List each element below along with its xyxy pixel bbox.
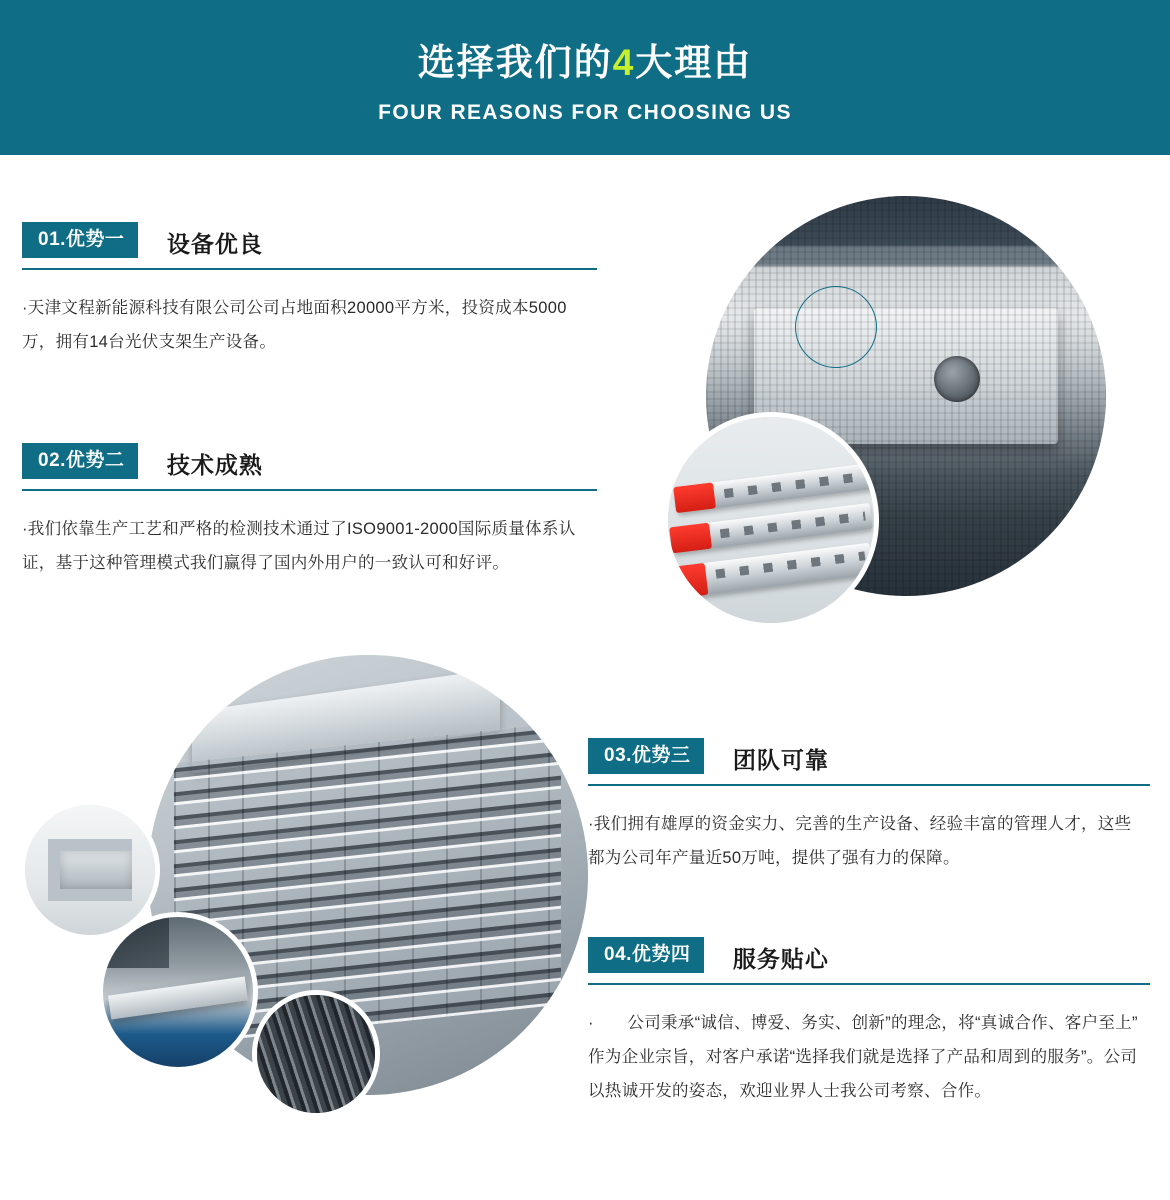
section-4-tag: 04.优势四	[588, 937, 704, 973]
c-shape	[48, 839, 131, 901]
page-title-prefix: 选择我们的	[417, 42, 613, 83]
machine-workpiece	[108, 977, 248, 1020]
rail-red-tip	[665, 563, 709, 600]
section-4-rule	[588, 983, 1150, 985]
production-machine-image	[103, 917, 253, 1067]
rail-holes	[715, 551, 865, 578]
section-1-title: 设备优良	[166, 231, 263, 257]
section-4-head	[588, 937, 1156, 977]
machine-shadow	[103, 917, 169, 968]
section-1-body: ·天津文程新能源科技有限公司公司占地面积20000平方米，投资成本5000万，拥有14台光伏支架生产设备。	[22, 299, 567, 351]
section-2-body: ·我们依靠生产工艺和严格的检测技术通过了ISO9001-2000国际质量体系认证，基于这种管理模式我们赢得了国内外用户的一致认可和好评。	[22, 520, 576, 572]
rail-holes	[720, 512, 866, 539]
section-1-head	[22, 222, 597, 262]
section-advantage-3	[588, 738, 1156, 876]
red-tip-rails-photo	[663, 412, 879, 628]
red-tip-rails-image	[668, 417, 874, 623]
page-title-highlight: 4	[612, 42, 636, 83]
section-advantage-4	[588, 937, 1156, 1108]
decorative-ring	[795, 286, 877, 368]
rail-red-tip	[669, 523, 712, 554]
rail-red-tip	[673, 482, 716, 513]
section-2-tag: 02.优势二	[22, 443, 138, 479]
section-1-tag: 01.优势一	[22, 222, 138, 258]
page-title-suffix: 大理由	[635, 42, 753, 83]
section-3-rule	[588, 784, 1150, 786]
section-4-title: 服务贴心	[732, 946, 829, 972]
c-profile-image	[25, 805, 155, 935]
section-advantage-1	[22, 222, 597, 360]
production-machine-photo	[98, 912, 258, 1072]
section-3-title: 团队可靠	[732, 747, 829, 773]
coil-material-photo	[252, 990, 380, 1118]
page-title	[0, 42, 1170, 85]
section-3-tag: 03.优势三	[588, 738, 704, 774]
section-1-rule	[22, 268, 597, 270]
coil-material-image	[257, 995, 375, 1113]
page-header	[0, 0, 1170, 155]
section-3-body: ·我们拥有雄厚的资金实力、完善的生产设备、经验丰富的管理人才，这些都为公司年产量近50万吨，提供了强有力的保障。	[588, 815, 1132, 867]
section-advantage-2	[22, 443, 597, 581]
section-2-rule	[22, 489, 597, 491]
rail-holes	[724, 472, 866, 498]
section-4-body: · 公司秉承“诚信、博爱、务实、创新”的理念，将“真诚合作、客户至上”作为企业宗旨，对客户承诺“选择我们就是选择了产品和周到的服务”。公司以热诚开发的姿态，欢迎业界人士我公司考察、合作。	[588, 1014, 1138, 1100]
rail-item	[667, 543, 873, 600]
section-3-head	[588, 738, 1156, 778]
section-2-title: 技术成熟	[166, 452, 263, 478]
section-2-head	[22, 443, 597, 483]
page-subtitle: FOUR REASONS FOR CHOOSING US	[378, 100, 792, 124]
